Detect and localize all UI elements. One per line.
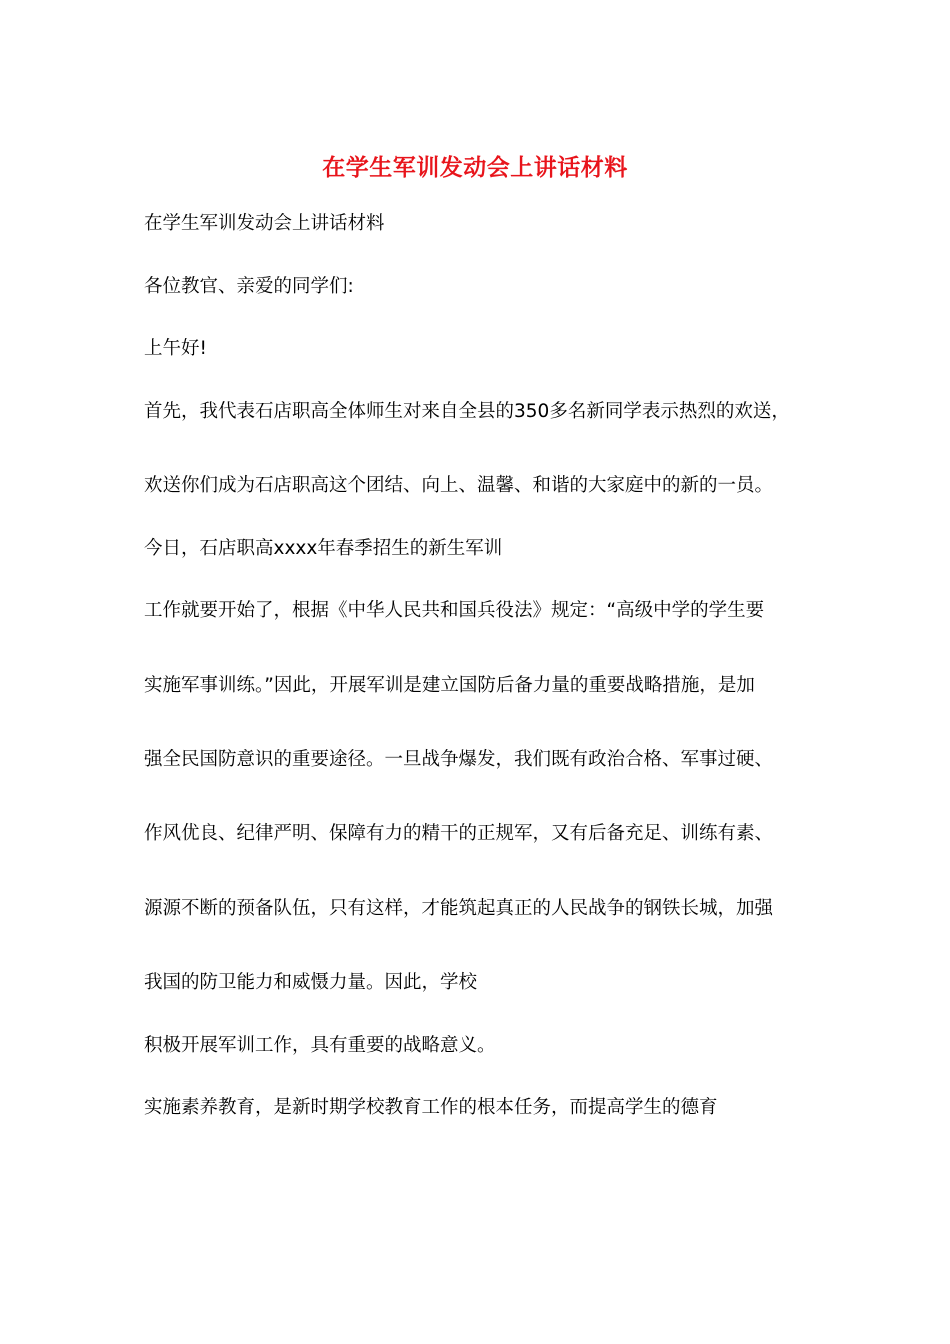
body-line-10: 作风优良、纪律严明、保障有力的精干的正规军，又有后备充足、训练有素、 (144, 823, 774, 844)
body-line-8: 实施军事训练。”因此，开展军训是建立国防后备力量的重要战略措施，是加 (144, 675, 755, 696)
body-line-13: 积极开展军训工作，具有重要的战略意义。 (144, 1035, 496, 1056)
body-line-9: 强全民国防意识的重要途径。一旦战争爆发，我们既有政治合格、军事过硬、 (144, 749, 774, 770)
body-line-7: 工作就要开始了，根据《中华人民共和国兵役法》规定：“高级中学的学生要 (144, 600, 765, 621)
document-title: 在学生军训发动会上讲话材料 (322, 155, 628, 181)
body-line-2: 各位教官、亲爱的同学们: (144, 276, 354, 297)
body-line-1: 在学生军训发动会上讲话材料 (144, 213, 385, 234)
body-line-6: 今日，石店职高xxxx年春季招生的新生军训 (144, 538, 503, 559)
body-line-3: 上午好! (144, 338, 207, 359)
body-line-5: 欢送你们成为石店职高这个团结、向上、温馨、和谐的大家庭中的新的一员。 (144, 475, 774, 496)
body-line-12: 我国的防卫能力和威慑力量。因此，学校 (144, 972, 478, 993)
body-line-14: 实施素养教育，是新时期学校教育工作的根本任务，而提高学生的德育 (144, 1097, 718, 1118)
body-line-4: 首先，我代表石店职高全体师生对来自全县的350多名新同学表示热烈的欢送， (144, 401, 790, 422)
body-line-11: 源源不断的预备队伍，只有这样，才能筑起真正的人民战争的钢铁长城，加强 (144, 898, 774, 919)
